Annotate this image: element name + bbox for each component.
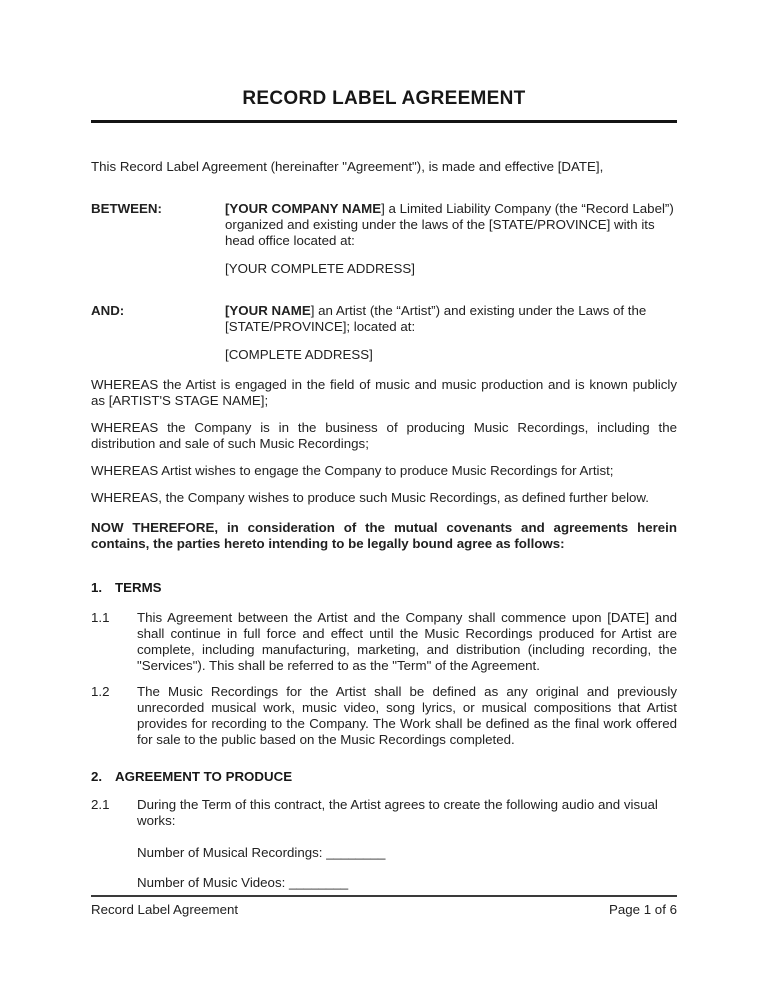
party-between-text	[225, 201, 677, 249]
footer-page-number: Page 1 of 6	[608, 902, 677, 917]
section-1-title: TERMS	[115, 580, 162, 595]
party-between-row	[91, 201, 677, 249]
document-title: RECORD LABEL AGREEMENT	[242, 88, 526, 109]
fill-label-music-videos: Number of Music Videos:	[137, 875, 286, 890]
section-2-number: 2.	[91, 769, 103, 784]
clause-1-2-row	[91, 684, 677, 748]
section-1-number: 1.	[91, 580, 103, 595]
fill-blank-music-videos: ________	[289, 875, 349, 890]
whereas-clause-3: WHEREAS Artist wishes to engage the Company to produce Music Recordings for Artist;	[91, 463, 614, 478]
fill-line-music-videos	[137, 875, 677, 891]
section-2-title: AGREEMENT TO PRODUCE	[115, 769, 293, 784]
clause-2-1-row	[91, 797, 677, 829]
party-and-label: AND:	[91, 303, 125, 318]
clause-1-2-text: The Music Recordings for the Artist shall be defined as any original and previously unrecorded musical work, music video, song lyrics, or musical compositions that Artist provides for recording to the Company. The Work shall be defined as the final work offered for sale to the public based on the Music Recordings completed.	[137, 684, 677, 747]
intro-paragraph: This Record Label Agreement (hereinafter "Agreement"), is made and effective [DATE],	[91, 159, 604, 174]
now-therefore-clause: NOW THEREFORE, in consideration of the mutual covenants and agreements herein contains, the parties hereto intending to be legally bound agree as follows:	[91, 520, 677, 551]
section-1-heading	[91, 580, 677, 596]
footer-document-name: Record Label Agreement	[91, 902, 239, 917]
party-between-label: BETWEEN:	[91, 201, 162, 216]
clause-1-1-number: 1.1	[91, 610, 110, 625]
fill-blank-musical-recordings: ________	[326, 845, 386, 860]
whereas-clause-4: WHEREAS, the Company wishes to produce such Music Recordings, as defined further below.	[91, 490, 649, 505]
title-rule	[91, 120, 677, 123]
clause-2-1-text: During the Term of this contract, the Artist agrees to create the following audio and visual works:	[137, 797, 658, 828]
party-between-description: ] a Limited Liability Company (the “Record Label”) organized and existing under the laws of the [STATE/PROVINCE] with its head office located at:	[225, 201, 674, 248]
whereas-clause-1: WHEREAS the Artist is engaged in the field of music and music production and is known publicly as [ARTIST'S STAGE NAME];	[91, 377, 677, 408]
party-and-address: [COMPLETE ADDRESS]	[225, 347, 373, 362]
whereas-clause-2: WHEREAS the Company is in the business of producing Music Recordings, including the distribution and sale of such Music Recordings;	[91, 420, 677, 451]
fill-line-musical-recordings	[137, 845, 677, 861]
party-and-text	[225, 303, 677, 335]
fill-label-musical-recordings: Number of Musical Recordings:	[137, 845, 323, 860]
party-between-name: [YOUR COMPANY NAME	[225, 201, 382, 216]
clause-1-1-text: This Agreement between the Artist and the Company shall commence upon [DATE] and shall continue in full force and effect until the Music Recordings produced for Artist are complete, including manufacturing, marketing, and distribution (including recording, the "Services"). This shall be referred to as the "Term" of the Agreement.	[137, 610, 677, 673]
party-and-description: ] an Artist (the “Artist”) and existing under the Laws of the [STATE/PROVINCE]; located at:	[225, 303, 647, 334]
section-2-heading	[91, 769, 677, 785]
party-between-address: [YOUR COMPLETE ADDRESS]	[225, 261, 415, 276]
clause-1-2-number: 1.2	[91, 684, 110, 699]
party-and-name: [YOUR NAME	[225, 303, 311, 318]
clause-1-1-row	[91, 610, 677, 674]
page-footer	[91, 895, 677, 918]
party-and-row	[91, 303, 677, 335]
clause-2-1-number: 2.1	[91, 797, 110, 812]
